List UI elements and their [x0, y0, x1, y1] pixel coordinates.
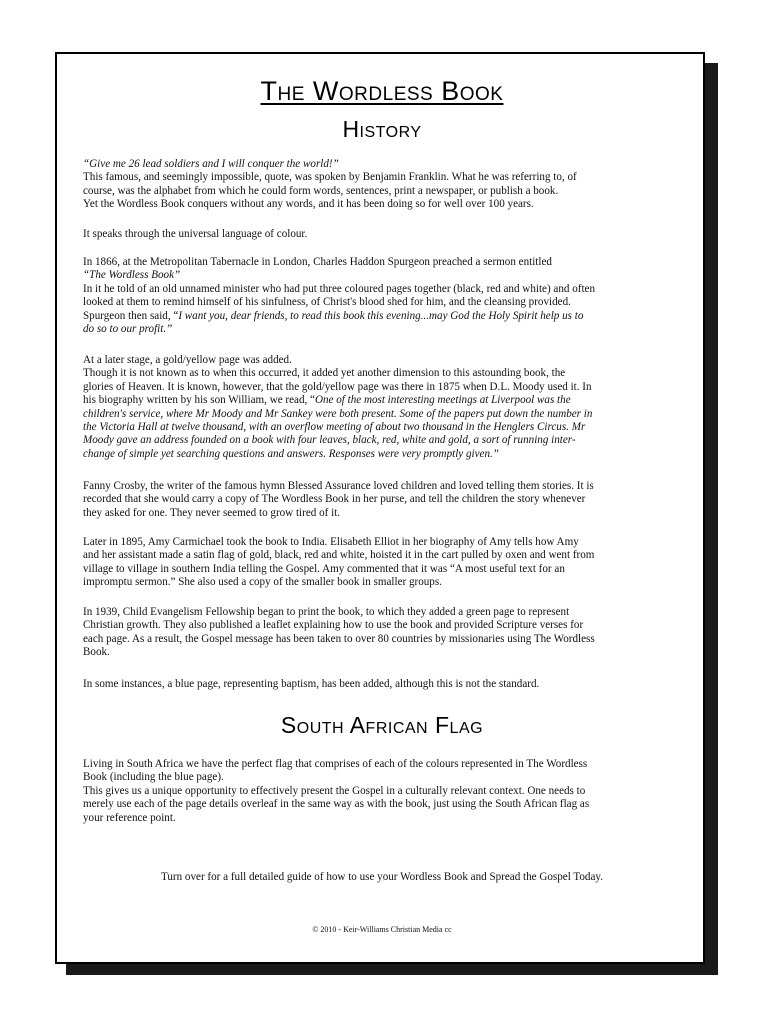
text-line: they asked for one. They never seemed to grow tired of it. — [83, 506, 341, 519]
text-line: At a later stage, a gold/yellow page was added. — [83, 354, 292, 366]
biography-quote-line: the Victoria Hall at twelve thousand, with an overflow meeting of about two thousand in the Henglers Circus. Mr — [83, 421, 586, 434]
text-line: In it he told of an old unnamed minister who had put three coloured pages together (black, red and white) and often — [83, 282, 596, 295]
text-line: your reference point. — [83, 811, 176, 824]
quote-line: “Give me 26 lead soldiers and I will conquer the world!” — [83, 158, 339, 170]
turnover-note: Turn over for a full detailed guide of how to use your Wordless Book and Spread the Gospel Today. — [160, 871, 603, 883]
history-paragraph-2 — [83, 228, 681, 241]
spurgeon-quote-end: do so to our profit.” — [83, 323, 173, 336]
text-line: impromptu sermon.” She also used a copy of the smaller book in smaller groups. — [83, 576, 442, 589]
text-line: village to village in southern India telling the Gospel. Amy commented that it was “A most useful text for an — [83, 562, 565, 575]
text-line: Though it is not known as to when this occurred, it added yet another dimension to this astounding book, the — [83, 367, 566, 380]
text-line: This gives us a unique opportunity to effectively present the Gospel in a culturally relevant context. One needs to — [83, 784, 586, 797]
history-paragraph-5 — [83, 480, 681, 520]
biography-quote: One of the most interesting meetings at Liverpool was the — [314, 394, 571, 407]
text-line: Book. — [83, 646, 110, 659]
document-title: The Wordless Book — [260, 76, 504, 106]
text-line: Later in 1895, Amy Carmichael took the book to India. Elisabeth Elliot in her biography of Amy tells how Amy — [83, 536, 579, 548]
flag-paragraph — [83, 758, 681, 825]
text-line: This famous, and seemingly impossible, quote, was spoken by Benjamin Franklin. What he was referring to, of — [83, 171, 577, 184]
history-paragraph-8 — [83, 678, 681, 691]
text-line: In 1939, Child Evangelism Fellowship began to print the book, to which they added a green page to represent — [83, 606, 570, 618]
text-line: Yet the Wordless Book conquers without any words, and it has been doing so for well over 100 years. — [83, 198, 534, 211]
flag-heading: South African Flag — [280, 712, 484, 738]
history-paragraph-7 — [83, 606, 681, 660]
text-line: merely use each of the page details overleaf in the same way as with the book, just using the South African flag as — [83, 798, 590, 811]
history-paragraph-6 — [83, 536, 681, 590]
text-line: each page. As a result, the Gospel message has been taken to over 80 countries by missionaries using The Wordless — [83, 632, 595, 645]
document-page — [55, 52, 705, 964]
text-line: In some instances, a blue page, representing baptism, has been added, although this is not the standard. — [83, 678, 540, 690]
copyright-footer: © 2010 - Keir-Williams Christian Media cc — [312, 925, 452, 934]
text-line: Fanny Crosby, the writer of the famous hymn Blessed Assurance loved children and loved telling them stories. It is — [83, 480, 594, 492]
history-paragraph-1 — [83, 158, 681, 212]
text-line: Living in South Africa we have the perfect flag that comprises of each of the colours represented in The Wordless — [83, 758, 588, 770]
text-line: Christian growth. They also published a leaflet explaining how to use the book and provided Scripture verses for — [83, 619, 584, 632]
text-line: his biography written by his son William, we read, “ — [83, 394, 315, 407]
history-heading: History — [342, 116, 422, 142]
text-line: glories of Heaven. It is known, however, that the gold/yellow page was there in 1875 when D.L. Moody used it. In — [83, 380, 592, 393]
history-paragraph-3 — [83, 256, 681, 336]
sermon-title: “The Wordless Book” — [83, 269, 181, 282]
text-line: It speaks through the universal language of colour. — [83, 228, 308, 240]
text-line: Spurgeon then said, “ — [83, 309, 179, 322]
biography-quote-line: Moody gave an address founded on a book with four leaves, black, red, white and gold, a sort of running inter- — [83, 434, 576, 447]
text-line: recorded that she would carry a copy of The Wordless Book in her purse, and tell the children the story whenever — [83, 493, 586, 506]
text-line: and her assistant made a satin flag of gold, black, red and white, hoisted it in the cart pulled by oxen and went from — [83, 549, 595, 562]
text-line: Book (including the blue page). — [83, 771, 224, 784]
history-paragraph-4 — [83, 354, 681, 461]
text-line: looked at them to remind himself of his sinfulness, of Christ's blood shed for him, and the cleansing provided. — [83, 296, 571, 309]
biography-quote-line: change of simple yet searching questions and answers. Responses were very promptly given.” — [83, 447, 499, 460]
biography-quote-line: children's service, where Mr Moody and Mr Sankey were both present. Some of the papers put down the number in — [83, 407, 593, 420]
text-line: In 1866, at the Metropolitan Tabernacle in London, Charles Haddon Spurgeon preached a sermon entitled — [83, 256, 552, 268]
spurgeon-quote: I want you, dear friends, to read this book this evening...may God the Holy Spirit help us to — [178, 309, 584, 322]
text-line: course, was the alphabet from which he could form words, sentences, print a newspaper, or publish a book. — [83, 184, 559, 197]
